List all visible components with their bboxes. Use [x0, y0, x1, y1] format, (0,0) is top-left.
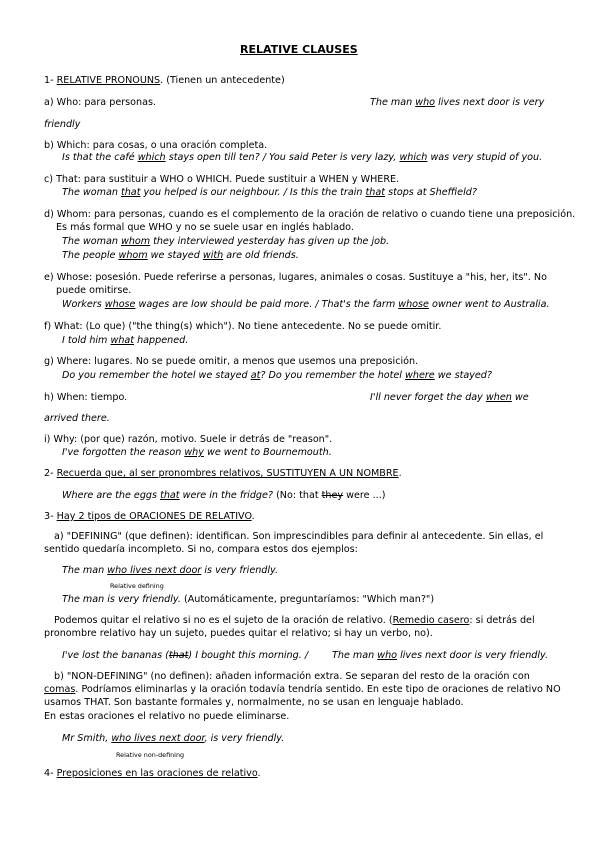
section-4-heading	[44, 768, 261, 780]
relative-pronoun: whose	[398, 299, 429, 310]
section-1-title: RELATIVE PRONOUNS	[56, 75, 161, 86]
relative-non-defining-tag: Relative non-defining	[116, 751, 185, 759]
relative-pronoun: who	[415, 97, 436, 108]
relative-defining-tag: Relative defining	[110, 582, 164, 590]
item-e-label-cont: puede omitirse.	[56, 285, 132, 296]
example-text: The man	[62, 565, 108, 576]
example-text: you helped is our neighbour. / Is this the train	[140, 187, 366, 198]
example-text: are old friends.	[223, 250, 299, 261]
comparison-example	[62, 594, 434, 606]
relative-pronoun: that	[120, 187, 141, 198]
example-text: stays open till ten? / You said Peter is very lazy,	[165, 152, 400, 163]
section-3b-label-3: usamos THAT. Son bastante formales y, normalmente, no se usan en lenguaje hablado.	[44, 697, 464, 708]
example-text: we	[511, 392, 529, 403]
example-text: The man	[370, 97, 416, 108]
example-text: The man is very friendly.	[62, 594, 181, 605]
example-text: stops at Sheffield?	[385, 187, 477, 198]
omission-rule-cont: pronombre relativo hay un sujeto, puedes quitar el relativo; si hay un verbo, no).	[44, 628, 433, 639]
relative-pronoun: that	[160, 490, 180, 501]
item-e-example	[62, 299, 550, 311]
item-b-label: b) Which: para cosas, o una oración completa.	[44, 140, 268, 151]
item-c-label: c) That: para sustituir a WHO o WHICH. Puede sustituir a WHEN y WHERE.	[44, 174, 400, 185]
relative-pronoun: which	[399, 152, 428, 163]
example-text: I've forgotten the reason	[62, 447, 185, 458]
section-3a-label: a) "DEFINING" (que definen): identifican. Son imprescindibles para definir al antecedente. Sin ellas, el	[54, 531, 544, 542]
remedio-casero: Remedio casero	[392, 615, 470, 626]
item-b-example	[62, 152, 542, 164]
rule-text: : si detrás del	[469, 615, 535, 626]
example-text: ? Do you remember the hotel	[260, 370, 406, 381]
item-i-label: i) Why: (por que) razón, motivo. Suele ir detrás de "reason".	[44, 434, 333, 445]
example-text: is very friendly.	[201, 565, 279, 576]
item-d-example-2	[62, 250, 299, 262]
item-e-label: e) Whose: posesión. Puede referirse a personas, lugares, animales o cosas. Sustituye a "his, her, its". No	[44, 272, 547, 283]
example-text: I'll never forget the day	[370, 392, 486, 403]
item-d-label-cont: Es más formal que WHO y no se suele usar en inglés hablado.	[56, 222, 354, 233]
item-c-example	[62, 187, 477, 199]
section-1-heading	[44, 75, 285, 87]
relative-pronoun: why	[184, 447, 204, 458]
example-text: , is very friendly.	[204, 733, 285, 744]
example-text: I told him	[62, 335, 111, 346]
relative-pronoun: whose	[104, 299, 136, 310]
section-4-title: Preposiciones en las oraciones de relativo	[56, 768, 258, 779]
section-2-heading	[44, 468, 402, 480]
example-text: lives next door is very	[435, 97, 545, 108]
example-text: Is that the café	[62, 152, 138, 163]
example-text: we went to Bournemouth.	[203, 447, 332, 458]
non-omission-example	[332, 650, 548, 662]
example-text: we stayed	[147, 250, 203, 261]
section-2-example	[62, 490, 386, 502]
section-3-end: .	[251, 511, 255, 522]
item-h-example	[370, 392, 529, 404]
item-i-example	[62, 447, 332, 459]
relative-clause: who lives next door	[111, 733, 205, 744]
section-3-title: Hay 2 tipos de ORACIONES DE RELATIVO	[56, 511, 252, 522]
example-text: Do you remember the hotel we stayed	[62, 370, 251, 381]
item-d-label: d) Whom: para personas, cuando es el complemento de la oración de relativo o cuando tiene una preposición.	[44, 209, 576, 220]
item-h-label: h) When: tiempo.	[44, 392, 128, 403]
item-g-example	[62, 370, 492, 382]
item-a-example	[370, 97, 544, 109]
example-text: was very stupid of you.	[427, 152, 543, 163]
item-f-example	[62, 335, 188, 347]
example-text: lives next door is very friendly.	[397, 650, 549, 661]
example-text: happened.	[134, 335, 189, 346]
section-3b-label: b) "NON-DEFINING" (no definen): añaden información extra. Se separan del resto de la oración con	[54, 671, 530, 682]
example-text: Mr Smith,	[62, 733, 112, 744]
item-h-example-cont: arrived there.	[44, 413, 110, 424]
note-text: were ...)	[343, 490, 386, 501]
note-text: (Automáticamente, preguntaríamos: "Which man?")	[180, 594, 435, 605]
relative-pronoun: what	[110, 335, 135, 346]
example-text: The people	[62, 250, 119, 261]
item-f-label: f) What: (Lo que) ("the thing(s) which"). No tiene antecedente. No se puede omitir.	[44, 321, 442, 332]
rule-text: Podemos quitar el relativo si no es el sujeto de la oración de relativo. (	[54, 615, 393, 626]
section-3b-label-2	[44, 684, 561, 696]
section-1-number: 1-	[44, 75, 57, 86]
section-4-end: .	[257, 768, 261, 779]
section-2-title: Recuerda que, al ser pronombres relativos, SUSTITUYEN A UN NOMBRE	[56, 468, 399, 479]
comas-word: comas	[44, 684, 76, 695]
relative-pronoun: that	[365, 187, 386, 198]
example-text: we stayed?	[434, 370, 492, 381]
relative-clause: who lives next door	[107, 565, 202, 576]
example-text: Workers	[62, 299, 105, 310]
example-text: The man	[332, 650, 378, 661]
page-title: RELATIVE CLAUSES	[240, 43, 358, 56]
relative-pronoun: whom	[118, 250, 148, 261]
item-a-label: a) Who: para personas.	[44, 97, 157, 108]
example-text: Where are the eggs	[62, 490, 161, 501]
section-3-number: 3-	[44, 511, 57, 522]
omission-rule	[54, 615, 535, 627]
relative-pronoun: whom	[120, 236, 151, 247]
preposition: with	[202, 250, 224, 261]
example-text: were in the fridge?	[179, 490, 274, 501]
section-2-end: .	[398, 468, 402, 479]
section-4-number: 4-	[44, 768, 57, 779]
example-text: The woman	[62, 187, 121, 198]
section-1-note: . (Tienen un antecedente)	[160, 75, 285, 86]
omission-example	[62, 650, 308, 662]
section-3b-label-4: En estas oraciones el relativo no puede eliminarse.	[44, 711, 290, 722]
relative-pronoun: when	[485, 392, 512, 403]
example-text: ) I bought this morning. /	[188, 650, 309, 661]
non-defining-example	[62, 733, 284, 745]
struck-word: that	[168, 650, 189, 661]
example-text: they interviewed yesterday has given up the job.	[150, 236, 390, 247]
struck-word: they	[321, 490, 344, 501]
note-text: (No: that	[273, 490, 322, 501]
relative-pronoun: which	[137, 152, 166, 163]
example-text: wages are low should be paid more. / That's the farm	[135, 299, 399, 310]
example-text: The woman	[62, 236, 121, 247]
section-3a-label-cont: sentido quedaría incompleto. Si no, compara estos dos ejemplos:	[44, 544, 358, 555]
item-g-label: g) Where: lugares. No se puede omitir, a menos que usemos una preposición.	[44, 356, 419, 367]
section-3-heading	[44, 511, 255, 523]
item-d-example-1	[62, 236, 389, 248]
section-2-number: 2-	[44, 468, 57, 479]
example-text: owner went to Australia.	[428, 299, 550, 310]
example-text: I've lost the bananas (	[62, 650, 169, 661]
relative-pronoun: who	[377, 650, 398, 661]
defining-example	[62, 565, 278, 577]
item-a-example-cont: friendly	[44, 119, 81, 130]
relative-pronoun: where	[405, 370, 435, 381]
preposition: at	[250, 370, 261, 381]
rule-text: . Podríamos eliminarlas y la oración todavía tendría sentido. En este tipo de oraciones de relativo NO	[75, 684, 561, 695]
